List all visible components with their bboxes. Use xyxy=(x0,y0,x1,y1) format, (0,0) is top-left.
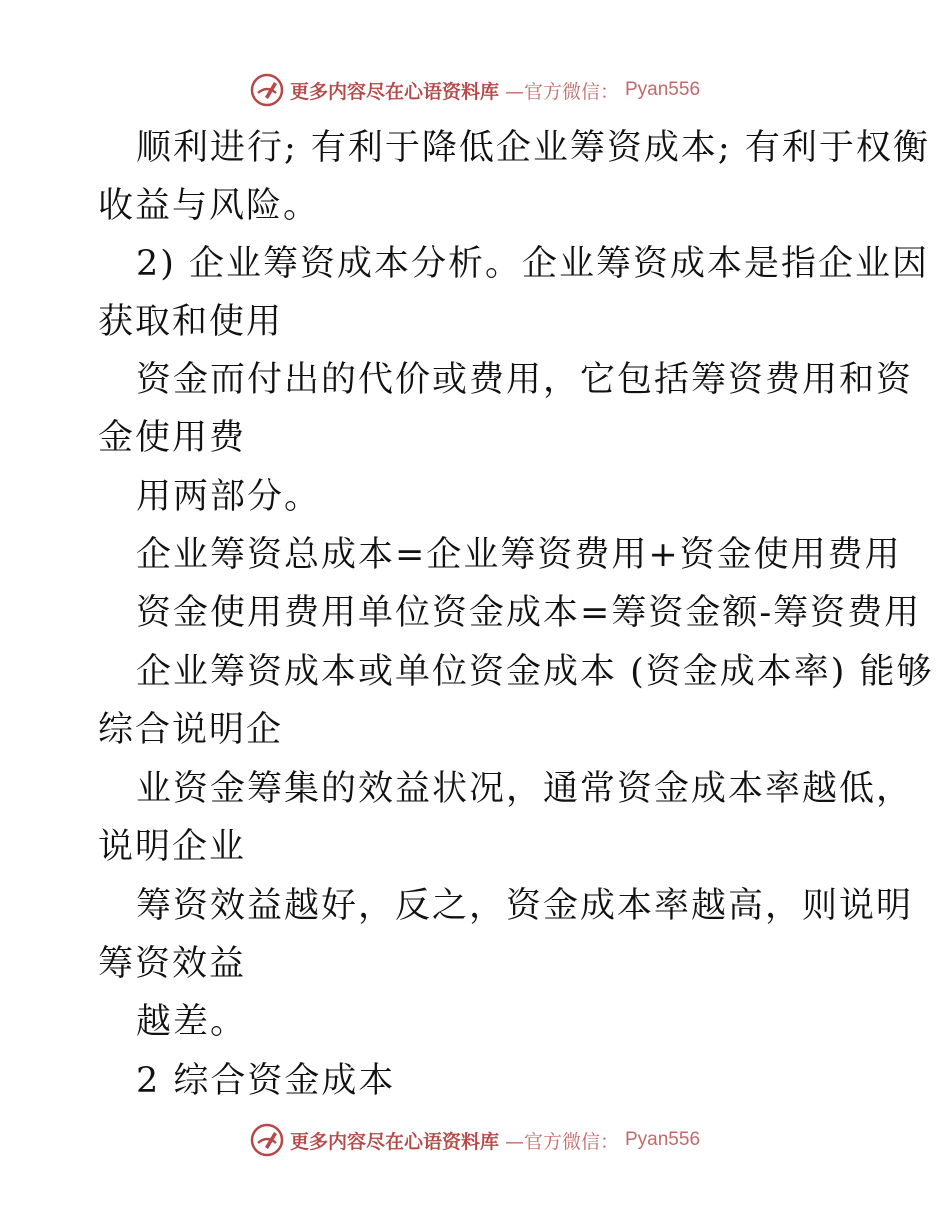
text-line: 企业筹资成本或单位资金成本 (资金成本率) 能够 xyxy=(136,652,934,692)
formula-line: 资金使用费用单位资金成本=筹资金额-筹资费用 xyxy=(136,593,922,633)
watermark-wechat-id: Pyan556 xyxy=(625,79,701,100)
watermark-brand: 更多内容尽在心语资料库 xyxy=(289,80,499,103)
text-line: 用两部分。 xyxy=(136,477,322,517)
text-line: 筹资效益越好，反之，资金成本率越高，则说明 xyxy=(136,886,914,926)
watermark-contact-label: —官方微信： xyxy=(504,80,619,103)
text-line: 业资金筹集的效益状况，通常资金成本率越低， xyxy=(136,769,914,809)
book-pen-logo-icon xyxy=(250,1123,284,1157)
section-heading: 2 综合资金成本 xyxy=(136,1061,396,1101)
watermark-brand: 更多内容尽在心语资料库 xyxy=(289,1130,499,1153)
text-line: 筹资效益 xyxy=(98,944,247,984)
text-line: 获取和使用 xyxy=(98,302,284,342)
text-line: 资金而付出的代价或费用，它包括筹资费用和资 xyxy=(136,360,914,400)
text-line: 顺利进行; 有利于降低企业筹资成本; 有利于权衡 xyxy=(136,128,930,168)
text-line: 综合说明企 xyxy=(98,710,284,750)
formula-line: 企业筹资总成本=企业筹资费用+资金使用费用 xyxy=(136,535,902,575)
text-line: 越差。 xyxy=(136,1002,248,1042)
text-line: 金使用费 xyxy=(98,418,247,458)
watermark-contact-label: —官方微信： xyxy=(504,1130,619,1153)
text-line: 2) 企业筹资成本分析。企业筹资成本是指企业因 xyxy=(136,244,930,284)
text-line: 说明企业 xyxy=(98,827,247,867)
watermark-wechat-id: Pyan556 xyxy=(625,1129,701,1150)
text-line: 收益与风险。 xyxy=(98,186,321,226)
footer-watermark xyxy=(0,1120,950,1160)
